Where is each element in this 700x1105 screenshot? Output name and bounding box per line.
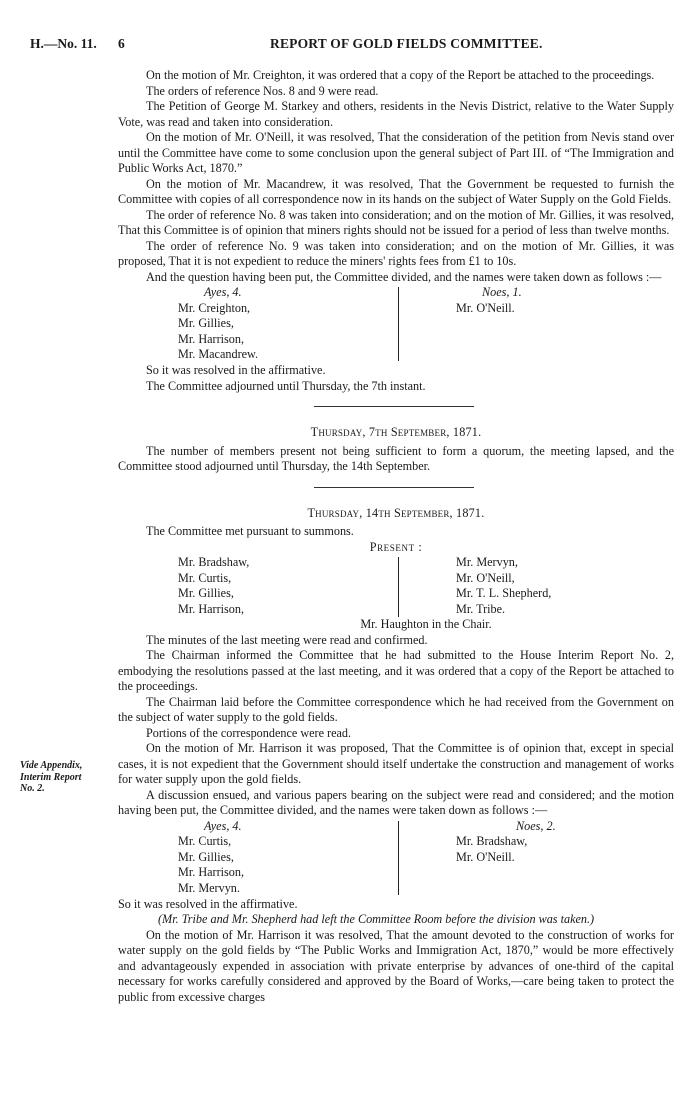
present-right-column — [456, 555, 551, 617]
ayes-heading: Ayes, 4. — [204, 285, 242, 299]
paragraph: On the motion of Mr. Creighton, it was ordered that a copy of the Report be attached to the proceedings. — [146, 68, 655, 82]
member-name: Mr. O'Neill. — [456, 300, 515, 315]
member-name: Mr. Bradshaw, — [456, 834, 528, 848]
member-name: Mr. Tribe. — [456, 601, 506, 616]
noes-column — [456, 285, 522, 316]
margin-note — [20, 760, 110, 795]
page-title: REPORT OF GOLD FIELDS COMMITTEE. — [270, 36, 543, 51]
member-name: Mr. O'Neill. — [456, 849, 515, 864]
margin-note-line: No. 2. — [20, 783, 45, 794]
document-code: H.—No. 11. — [30, 36, 97, 51]
column-divider — [398, 821, 399, 895]
paragraph: The minutes of the last meeting were read and confirmed. — [146, 632, 428, 647]
paragraph: The Petition of George M. Starkey and others, residents in the Nevis District, relative to the Water Supply Vote, was read and taken into consideration. — [118, 99, 674, 129]
chair-line: Mr. Haughton in the Chair. — [360, 617, 492, 631]
noes-heading: Noes, 1. — [482, 285, 522, 299]
paragraph: The orders of reference Nos. 8 and 9 were read. — [146, 83, 379, 98]
paragraph: On the motion of Mr. Macandrew, it was resolved, That the Government be requested to furnish the Committee with copies of all correspondence now in its hands on the subject of Water Supply on the Gold Fields. — [118, 176, 674, 206]
member-name: Mr. Harrison, — [178, 331, 245, 346]
paragraph: On the motion of Mr. Harrison it was resolved, That the amount devoted to the construction of works for water supply on the gold fields by “The Public Works and Immigration Act, 1870,” would be more effectively and advantageously expended in association with private enterprise by advances of one-third of the capital necessary for works carefully considered and approved by the Board of Works,—care being taken to protect the public from excessive charges — [118, 927, 674, 1004]
member-name: Mr. Curtis, — [178, 834, 232, 848]
column-divider — [398, 287, 399, 361]
page-header — [30, 36, 670, 56]
member-name: Mr. Creighton, — [178, 300, 251, 315]
paragraph: So it was resolved in the affirmative. — [118, 896, 298, 911]
paragraph: A discussion ensued, and various papers bearing on the subject were read and considered; and the motion having been put, the Committee divided, and the names were taken down as follows :— — [118, 787, 674, 817]
member-name: Mr. Curtis, — [178, 570, 232, 585]
paragraph: The order of reference No. 8 was taken into consideration; and on the motion of Mr. Gillies, it was resolved, That this Committee is of opinion that miners rights should not be issued for a period of less than twelve months. — [118, 207, 674, 237]
paragraph: On the motion of Mr. O'Neill, it was resolved, That the consideration of the petition from Nevis stand over until the Committee have come to some conclusion upon the general subject of Part III. of “The Immigration and Public Works Act, 1870.” — [118, 130, 674, 175]
member-name: Mr. Harrison, — [178, 601, 245, 616]
present-heading: Present : — [369, 539, 423, 554]
section-divider — [314, 406, 474, 407]
paragraph: So it was resolved in the affirmative. — [146, 363, 326, 377]
paragraph: The order of reference No. 9 was taken into consideration; and on the motion of Mr. Gillies, it was proposed, That it is not expedient to reduce the miners' rights fees from £1 to 10s. — [118, 238, 674, 268]
page-number: 6 — [118, 36, 125, 51]
present-left-column — [178, 555, 249, 617]
meeting-date: Thursday, 7th September, 1871. — [310, 425, 482, 439]
member-name: Mr. O'Neill, — [456, 570, 515, 585]
paragraph: On the motion of Mr. Harrison it was proposed, That the Committee is of opinion that, except in special cases, it is not expedient that the Government should itself undertake the construction and management of works for water supply upon the gold fields. — [118, 741, 674, 786]
member-name: Mr. Bradshaw, — [178, 555, 250, 569]
column-divider — [398, 557, 399, 617]
paragraph: The Chairman informed the Committee that he had submitted to the House Interim Report No. 2, embodying the resolutions passed at the last meeting, and it was ordered that a copy of the Report be attached to the proceedings. — [118, 648, 674, 693]
section-divider — [314, 487, 474, 488]
attendance-list — [118, 555, 674, 617]
paragraph: The Committee adjourned until Thursday, the 7th instant. — [146, 378, 426, 393]
margin-note-line: Vide Appendix, — [20, 760, 83, 771]
member-name: Mr. Gillies, — [178, 316, 234, 330]
member-name: Mr. T. L. Shepherd, — [456, 586, 552, 600]
paragraph: Portions of the correspondence were read. — [146, 725, 352, 740]
member-name: Mr. Macandrew. — [178, 347, 259, 361]
member-name: Mr. Gillies, — [178, 849, 234, 864]
note: (Mr. Tribe and Mr. Shepherd had left the Committee Room before the division was taken.) — [158, 912, 595, 926]
division-list — [118, 819, 674, 897]
noes-column — [456, 819, 556, 866]
ayes-column — [178, 285, 258, 363]
meeting-date: Thursday, 14th September, 1871. — [307, 505, 485, 520]
paragraph: And the question having been put, the Committee divided, and the names were taken down as follows :— — [146, 269, 662, 284]
paragraph: The Chairman laid before the Committee correspondence which he had received from the Government on the subject of water supply to the gold fields. — [118, 694, 674, 724]
member-name: Mr. Harrison, — [178, 865, 245, 879]
member-name: Mr. Mervyn. — [178, 880, 240, 895]
margin-note-line: Interim Report — [20, 771, 82, 783]
ayes-heading: Ayes, 4. — [204, 818, 242, 833]
member-name: Mr. Gillies, — [178, 586, 234, 600]
division-list — [118, 285, 674, 363]
ayes-column — [178, 819, 244, 897]
paragraph: The number of members present not being sufficient to form a quorum, the meeting lapsed, and the Committee stood adjourned until Thursday, the 14th September. — [118, 443, 674, 473]
paragraph: The Committee met pursuant to summons. — [146, 524, 354, 538]
noes-heading: Noes, 2. — [516, 818, 556, 833]
document-body — [118, 68, 674, 1005]
member-name: Mr. Mervyn, — [456, 555, 518, 569]
